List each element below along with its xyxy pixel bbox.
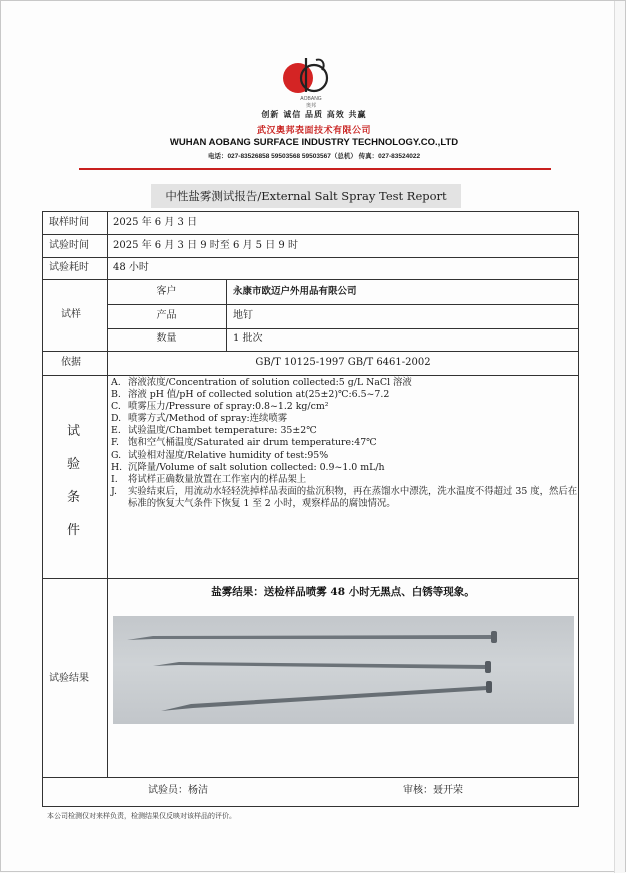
company-name-cn: 武汉奥邦表面技术有限公司 bbox=[256, 126, 371, 136]
tester-signature bbox=[148, 785, 208, 797]
condition-item bbox=[111, 474, 579, 486]
company-logo bbox=[276, 56, 346, 108]
footer-note: 本公司检测仅对来样负责，检测结果仅反映对该样品的评价。 bbox=[47, 812, 236, 820]
row-divider bbox=[42, 257, 579, 258]
row-divider bbox=[42, 578, 579, 579]
condition-item bbox=[111, 425, 579, 437]
condition-text: 喷雾方式/Method of spray:连续喷雾 bbox=[128, 413, 288, 425]
quantity-label: 数量 bbox=[156, 333, 177, 344]
condition-key: G. bbox=[111, 449, 122, 461]
company-contact: 电话：027-83526858 59503568 59503567（总机） 传真：027-83524022 bbox=[207, 153, 421, 160]
sample-label: 试样 bbox=[61, 309, 81, 320]
condition-item bbox=[111, 486, 579, 510]
test-duration-value: 48 小时 bbox=[113, 262, 149, 273]
condition-item bbox=[111, 377, 579, 389]
condition-key: B. bbox=[111, 389, 121, 401]
company-name-en: WUHAN AOBANG SURFACE INDUSTRY TECHNOLOGY.CO.,LTD bbox=[169, 137, 459, 148]
test-period-label: 试验时间 bbox=[49, 240, 89, 251]
test-period-value: 2025 年 6 月 3 日 9 时至 6 月 5 日 9 时 bbox=[113, 240, 298, 251]
condition-text: 实验结束后，用流动水轻轻洗掉样品表面的盐沉积物，再在蒸馏水中漂洗，洗水温度不得超过 35 度，然后在标准的恢复大气条件下恢复 1 至 2 小时，观察样品的腐蚀情况。 bbox=[128, 485, 578, 509]
condition-item bbox=[111, 401, 579, 413]
company-slogan: 创新 诚信 品质 高效 共赢 bbox=[261, 109, 367, 119]
condition-text: 溶液 pH 值/pH of collected solution at(25±2)℃:6.5~7.2 bbox=[128, 389, 390, 401]
reviewer-signature bbox=[403, 785, 463, 797]
conditions-label-char: 条 bbox=[67, 490, 81, 505]
row-divider bbox=[42, 351, 579, 352]
condition-key: F. bbox=[111, 437, 120, 449]
results-summary: 盐雾结果：送检样品喷雾 48 小时无黑点、白锈等现象。 bbox=[211, 586, 475, 598]
client-label: 客户 bbox=[156, 286, 177, 297]
condition-key: I. bbox=[111, 473, 118, 485]
results-label: 试验结果 bbox=[49, 673, 89, 684]
ground-stakes-image bbox=[113, 616, 574, 724]
tester-label: 试验员： bbox=[148, 785, 188, 796]
client-value: 永康市欧迈户外用品有限公司 bbox=[233, 286, 357, 297]
row-divider bbox=[107, 328, 579, 329]
sample-photo bbox=[113, 616, 574, 724]
condition-text: 沉降量/Volume of salt solution collected: 0.9~1.0 mL/h bbox=[128, 461, 385, 473]
condition-item bbox=[111, 462, 579, 474]
product-label: 产品 bbox=[156, 310, 177, 321]
quantity-value: 1 批次 bbox=[233, 333, 263, 344]
condition-item bbox=[111, 437, 579, 449]
conditions-label-char: 试 bbox=[67, 424, 81, 439]
column-divider bbox=[226, 279, 227, 351]
condition-text: 溶液浓度/Concentration of solution collected:5 g/L NaCl 溶液 bbox=[128, 377, 412, 388]
letterhead-divider bbox=[79, 168, 551, 170]
row-divider bbox=[42, 777, 579, 778]
condition-text: 喷雾压力/Pressure of spray:0.8~1.2 kg/cm² bbox=[128, 401, 329, 413]
condition-text: 试验相对湿度/Relative humidity of test:95% bbox=[128, 449, 329, 461]
row-divider bbox=[42, 234, 579, 235]
condition-text: 将试样正确数量放置在工作室内的样品架上 bbox=[128, 473, 307, 485]
reviewer-label: 审核： bbox=[403, 785, 433, 796]
product-value: 地钉 bbox=[233, 310, 253, 321]
condition-text: 饱和空气桶温度/Saturated air drum temperature:47℃ bbox=[128, 437, 377, 449]
reviewer-name: 聂开荣 bbox=[433, 785, 463, 796]
basis-value: GB/T 10125-1997 GB/T 6461-2002 bbox=[255, 357, 431, 368]
condition-key: J. bbox=[111, 485, 118, 497]
test-duration-label: 试验耗时 bbox=[49, 262, 89, 273]
report-title: 中性盐雾测试报告/External Salt Spray Test Report bbox=[151, 184, 461, 208]
row-divider bbox=[107, 304, 579, 305]
sampling-date-label: 取样时间 bbox=[49, 217, 89, 228]
condition-key: A. bbox=[111, 377, 121, 388]
condition-item bbox=[111, 389, 579, 401]
condition-key: C. bbox=[111, 401, 121, 413]
condition-text: 试验温度/Chambet temperature: 35±2℃ bbox=[128, 425, 317, 437]
tester-name: 杨洁 bbox=[188, 785, 208, 796]
condition-item bbox=[111, 413, 579, 425]
basis-label: 依据 bbox=[61, 357, 81, 368]
condition-key: H. bbox=[111, 461, 123, 473]
condition-key: E. bbox=[111, 425, 121, 437]
row-divider bbox=[42, 375, 579, 376]
logo-text: AOBANG bbox=[300, 96, 322, 102]
conditions-label-char: 件 bbox=[67, 523, 81, 538]
row-divider bbox=[42, 279, 579, 280]
logo-subtext: 奥邦 bbox=[305, 103, 317, 108]
conditions-list bbox=[111, 377, 579, 510]
conditions-label-char: 验 bbox=[67, 457, 81, 472]
condition-item bbox=[111, 450, 579, 462]
sampling-date-value: 2025 年 6 月 3 日 bbox=[113, 217, 198, 228]
condition-key: D. bbox=[111, 413, 122, 425]
